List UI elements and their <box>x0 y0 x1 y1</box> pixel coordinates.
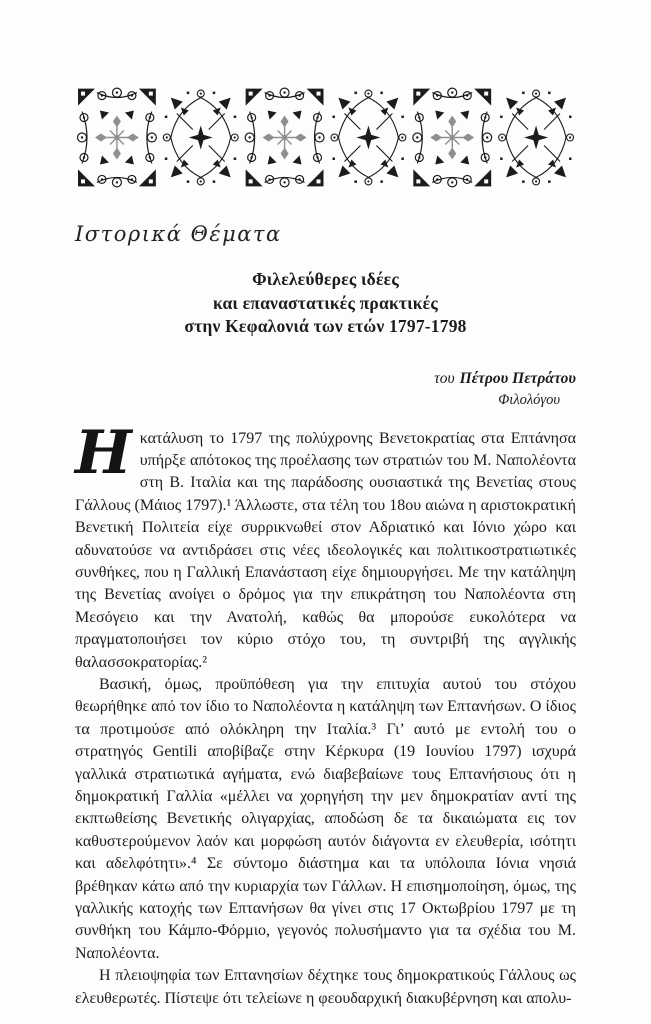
byline-role: Φιλολόγου <box>498 391 560 408</box>
title-line-3: στην Κεφαλονιά των ετών 1797-1798 <box>184 316 467 336</box>
title-line-1: Φιλελεύθερες ιδέες <box>252 269 399 289</box>
drop-cap: Η <box>75 417 132 488</box>
byline-author: Πέτρου Πετράτου <box>459 369 576 387</box>
page-content <box>75 0 576 1010</box>
floral-arabesque-band-svg <box>75 85 576 190</box>
paragraph-1-text: κατάλυση το 1797 της πολύχρονης Βενετοκρατίας στα Επτάνησα υπήρξε απότοκος της προέλασης των στρατιών του Μ. Ναπολέοντα στη Β. Ιταλία και της παράδοσης ουσιαστικά της Βενετίας στους Γάλλους (Μάιος 1797).¹ Άλλωστε, στα τέλη του 18ου αιώνα η αριστοκρατική Βενετική Πολιτεία είχε συρρικνωθεί στον Αδριατικό και Ιόνιο χώρο και αδυνατούσε να αντιδράσει στις νέες ιδεολογικές και πολιτικοστρατιωτικές συνθήκες, που η Γαλλική Επανάσταση είχε δημιουργήσει. Με την κατάληψη της Βενετίας ανοίγει ο δρόμος για την επικράτηση του Ναπολέοντα στη Μεσόγειο και την Ανατολή, καθώς θα μπορούσε ευκολότερα να πραγματοποιήσει τον κύριο στόχο του, τη συντριβή της αγγλικής θαλασσοκρατορίας.² <box>75 429 576 671</box>
paragraph-1 <box>75 417 576 674</box>
title-line-2: και επαναστατικές πρακτικές <box>213 292 438 313</box>
article-title <box>75 268 576 339</box>
article-body <box>75 417 576 1011</box>
byline-prefix: του <box>434 369 455 387</box>
byline <box>75 369 576 410</box>
paragraph-3: Η πλειοψηφία των Επτανησίων δέχτηκε τους δημοκρατικούς Γάλλους ως ελευθερωτές. Πίστεψε ότι τελείωνε η φεουδαρχική διακυβέρνηση και απολυ- <box>75 967 576 1007</box>
paragraph-2: Βασική, όμως, προϋπόθεση για την επιτυχία αυτού του στόχου θεωρήθηκε από τον ίδιο το Ναπολέοντα η κατάληψη των Επτανήσων. Ο ίδιος τα προτιμούσε από ολόκληρη την Ιταλία.³ Γι’ αυτό με εντολή του ο στρατηγός Gentili αποβίβαζε στην Κέρκυρα (19 Ιουνίου 1797) ισχυρά γαλλικά στρατιωτικά αγήματα, ενώ διαβεβαίωνε τους Επτανήσιους ότι η δημοκρατική Γαλλία «μέλλει να χορηγήση την μεν δημοκρατίαν αντί της εκπτωθείσης Βενετικής ολιγαρχίας, αποδώση δε τα δικαιώματα εις τον καθυστερούμενον λαόν και μορφώση αυτόν διάγοντα εν ελευθερία, ισότητι και αδελφότητι».⁴ Σε σύντομο διάστημα και τα υπόλοιπα Ιόνια νησιά βρέθηκαν κάτω από την κυριαρχία των Γάλλων. Η επισημοποίηση, όμως, της γαλλικής κατοχής των Επτανήσων θα γίνει στις 17 Οκτωβρίου 1797 με τη συνθήκη του Κάμπο-Φόρμιο, γεγονός πολυσήμαντο για τα σχέδια του Μ. Ναπολέοντα. <box>75 675 576 962</box>
section-heading: Ιστορικά Θέματα <box>75 222 282 246</box>
ornament-band <box>75 85 576 190</box>
